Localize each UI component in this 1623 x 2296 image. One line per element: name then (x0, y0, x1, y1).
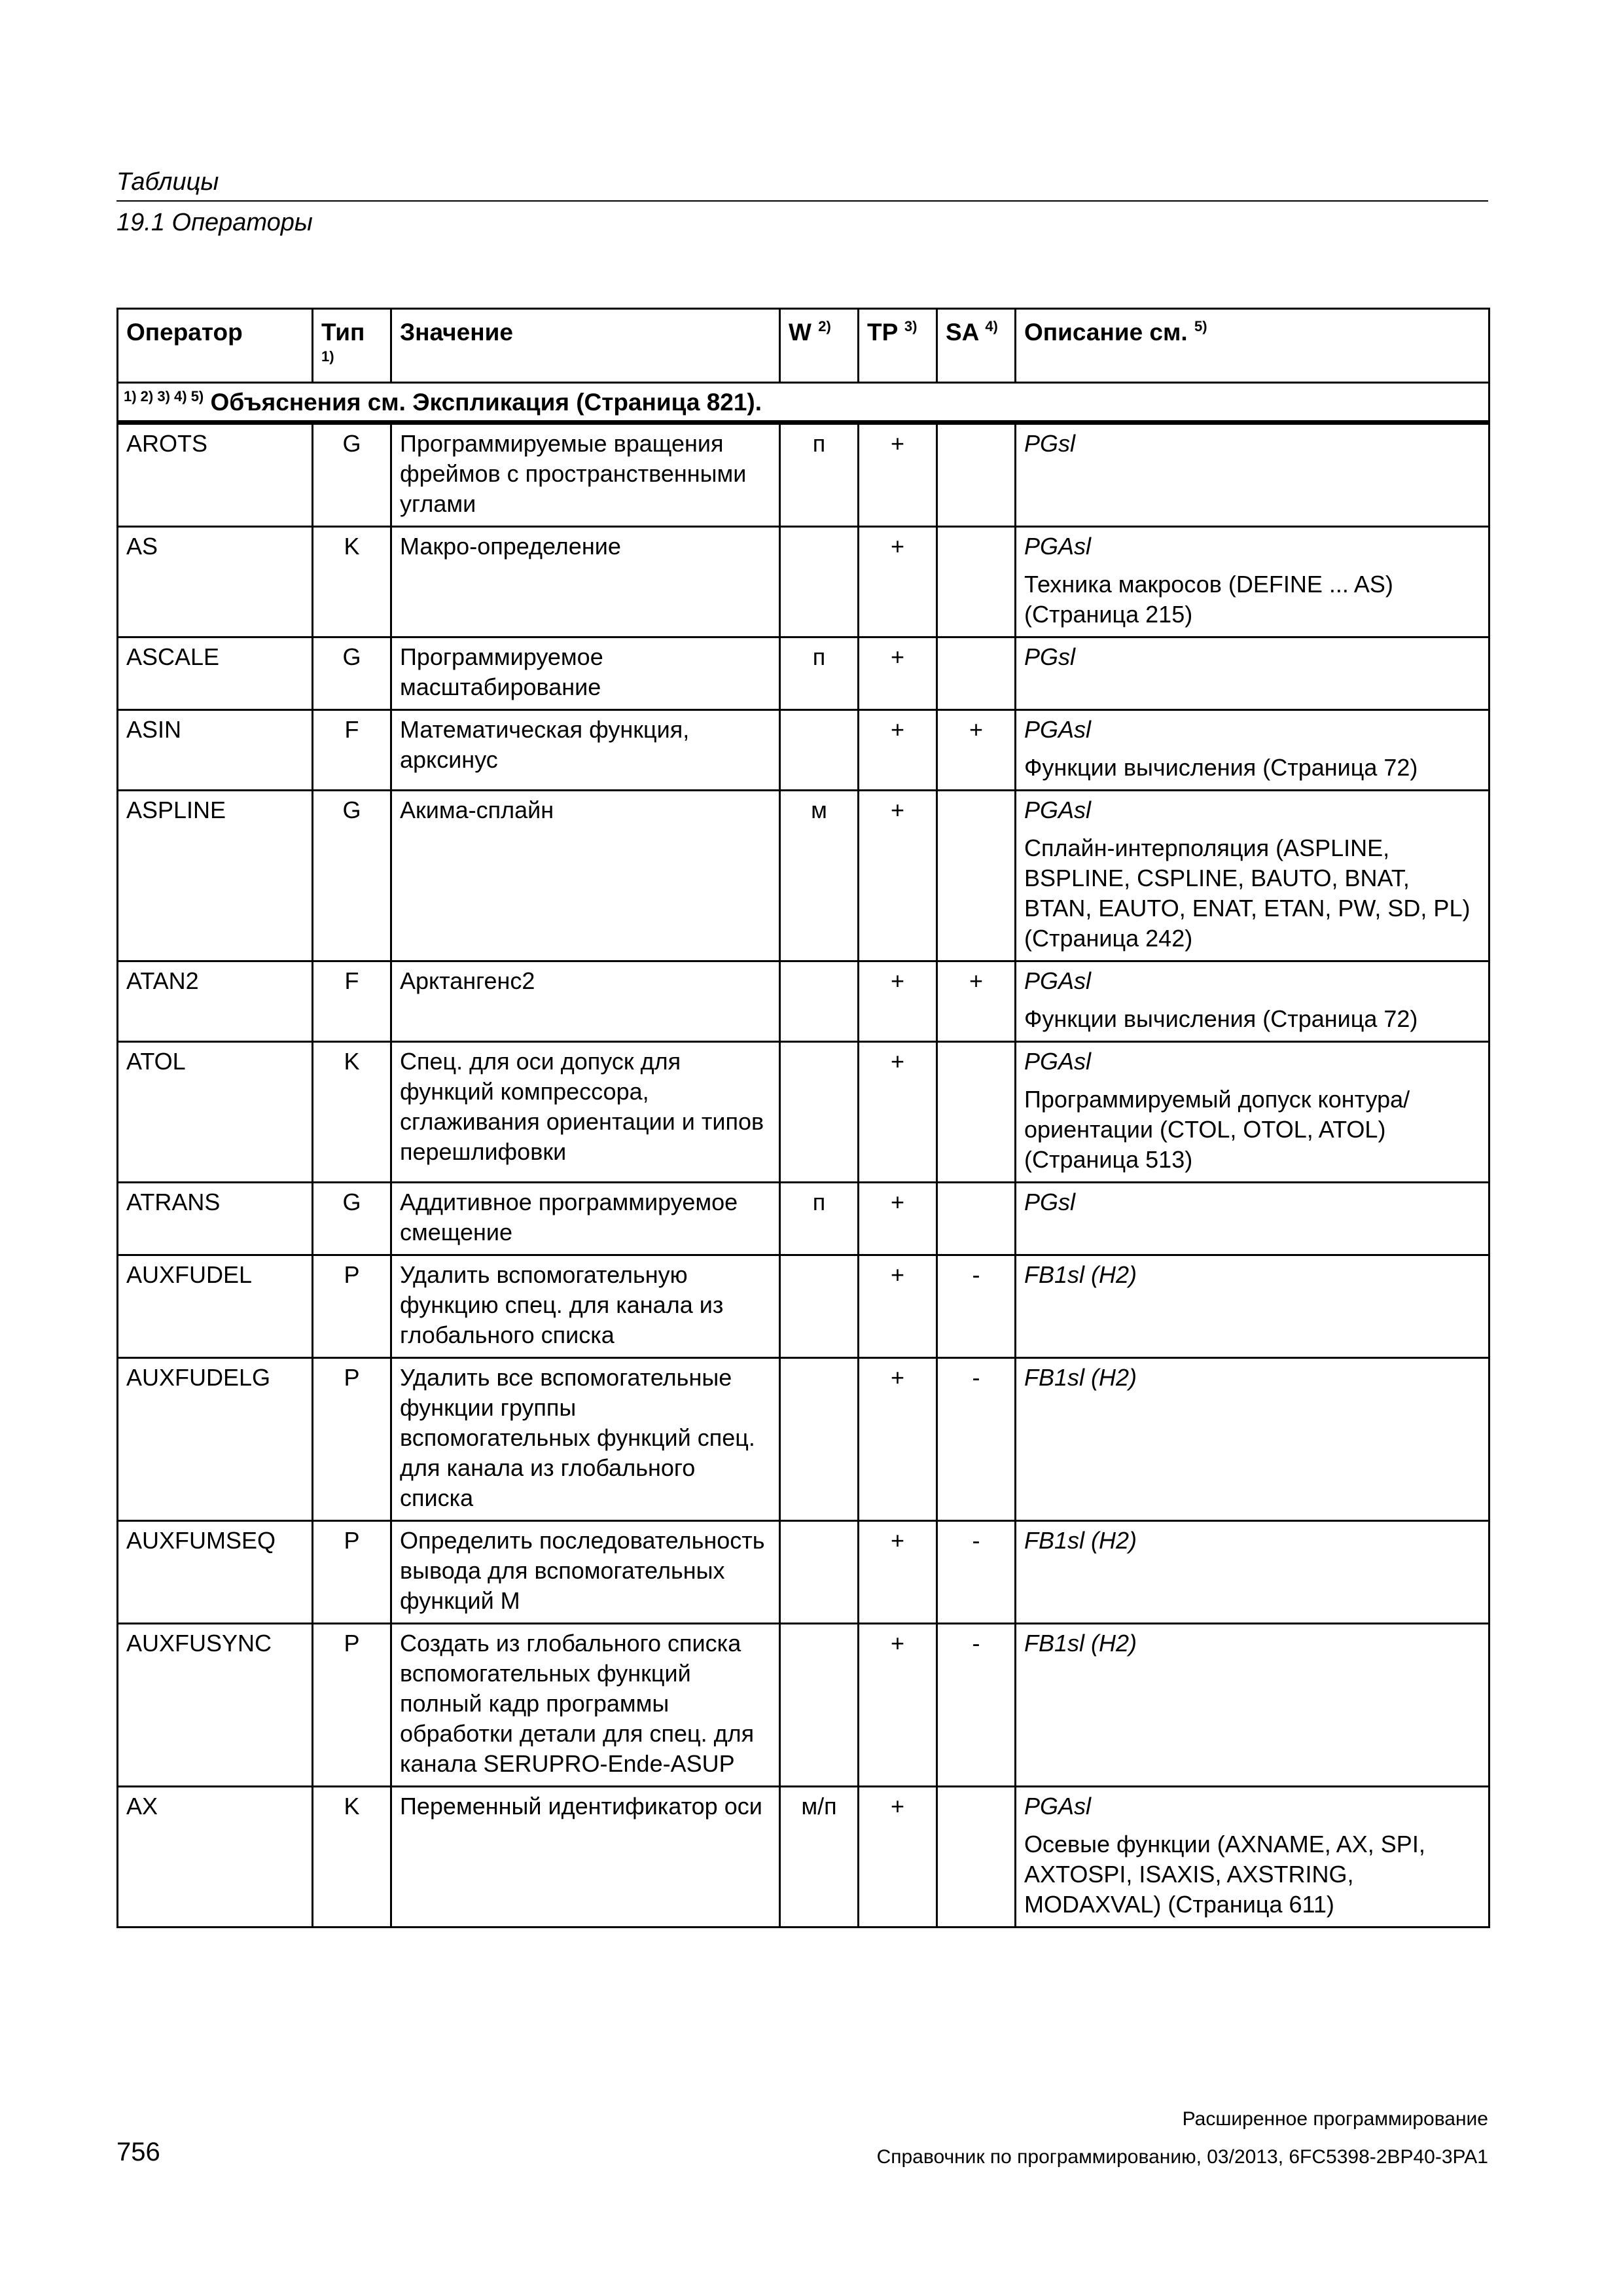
doc-reference: PGAsl (1024, 533, 1092, 560)
table-header-row (118, 309, 1489, 383)
doc-reference: PGsl (1024, 430, 1076, 457)
doc-reference: FB1sl (H2) (1024, 1527, 1137, 1554)
cell-type: G (313, 791, 391, 961)
cell-operator: ASPLINE (118, 791, 313, 961)
section-link[interactable]: Функции вычисления (Страница 72) (1024, 754, 1418, 781)
cell-type: G (313, 1183, 391, 1255)
table-row (118, 710, 1489, 791)
cell-w (780, 710, 859, 791)
cell-operator: AUXFUDELG (118, 1358, 313, 1521)
cell-description (1016, 527, 1489, 637)
section-link[interactable]: Программируемый допуск контура/ориентации (CTOL, OTOL, ATOL) (Страница 513) (1024, 1086, 1410, 1173)
cell-meaning: Переменный идентификатор оси (391, 1787, 780, 1928)
table-row (118, 527, 1489, 637)
table-row (118, 1521, 1489, 1624)
cell-w (780, 961, 859, 1042)
cell-description (1016, 637, 1489, 710)
cell-tp: + (859, 1624, 937, 1787)
cell-type: F (313, 710, 391, 791)
section-link[interactable]: Техника макросов (DEFINE ... AS) (Страница 215) (1024, 571, 1393, 628)
chapter-title: Таблицы (116, 168, 219, 196)
cell-meaning: Акима-сплайн (391, 791, 780, 961)
cell-meaning: Создать из глобального списка вспомогательных функций полный кадр программы обработки детали для спец. для канала SERUPRO-Ende-ASUP (391, 1624, 780, 1787)
cell-w (780, 1042, 859, 1183)
cell-tp: + (859, 637, 937, 710)
table-row (118, 1255, 1489, 1358)
cell-tp: + (859, 1521, 937, 1624)
table-row (118, 961, 1489, 1042)
cell-operator: ATRANS (118, 1183, 313, 1255)
table-row (118, 1358, 1489, 1521)
cell-description (1016, 1183, 1489, 1255)
cell-sa: - (937, 1255, 1016, 1358)
table-note: $^{1) 2) 3) 4) 5)}$ Объяснения см. Экспликация (Страница 821). (118, 383, 1489, 423)
cell-tp: + (859, 1042, 937, 1183)
cell-meaning: Арктангенс2 (391, 961, 780, 1042)
cell-meaning: Программируемое масштабирование (391, 637, 780, 710)
cell-sa (937, 637, 1016, 710)
cell-operator: AS (118, 527, 313, 637)
col-header-tp: TP $^{3)}$ (859, 309, 937, 383)
table-note-row (118, 383, 1489, 423)
cell-operator: AROTS (118, 423, 313, 527)
cell-tp: + (859, 1358, 937, 1521)
cell-type: K (313, 1787, 391, 1928)
cell-meaning: Удалить вспомогательную функцию спец. для канала из глобального списка (391, 1255, 780, 1358)
cell-operator: AUXFUDEL (118, 1255, 313, 1358)
cell-operator: ASIN (118, 710, 313, 791)
cell-type: G (313, 423, 391, 527)
cell-meaning: Программируемые вращения фреймов с пространственными углами (391, 423, 780, 527)
cell-w (780, 1624, 859, 1787)
doc-reference: FB1sl (H2) (1024, 1364, 1137, 1391)
cell-description (1016, 1624, 1489, 1787)
cell-sa (937, 527, 1016, 637)
cell-description (1016, 1255, 1489, 1358)
table-row (118, 1787, 1489, 1928)
cell-sa (937, 1042, 1016, 1183)
cell-tp: + (859, 791, 937, 961)
cell-tp: + (859, 1255, 937, 1358)
cell-w: п (780, 637, 859, 710)
col-header-operator: Оператор (118, 309, 313, 383)
table-row (118, 423, 1489, 527)
cell-sa: + (937, 961, 1016, 1042)
cell-sa (937, 791, 1016, 961)
cell-type: P (313, 1624, 391, 1787)
table-row (118, 1183, 1489, 1255)
col-header-w: W $^{2)}$ (780, 309, 859, 383)
cell-type: P (313, 1358, 391, 1521)
cell-operator: AUXFUMSEQ (118, 1521, 313, 1624)
doc-reference: PGAsl (1024, 1793, 1092, 1820)
cell-tp: + (859, 1787, 937, 1928)
section-link[interactable]: Осевые функции (AXNAME, AX, SPI, AXTOSPI, ISAXIS, AXSTRING, MODAXVAL) (Страница 611) (1024, 1831, 1425, 1918)
cell-tp: + (859, 710, 937, 791)
cell-operator: AUXFUSYNC (118, 1624, 313, 1787)
cell-tp: + (859, 1183, 937, 1255)
footer-title: Расширенное программирование (1182, 2108, 1488, 2130)
col-header-sa: SA $^{4)}$ (937, 309, 1016, 383)
cell-meaning: Математическая функция, арксинус (391, 710, 780, 791)
cell-operator: ATOL (118, 1042, 313, 1183)
doc-reference: PGsl (1024, 1189, 1076, 1215)
cell-w (780, 1521, 859, 1624)
header-rule (116, 200, 1488, 202)
doc-reference: FB1sl (H2) (1024, 1630, 1137, 1657)
col-header-type: Тип $^{1)}$ (313, 309, 391, 383)
table-row (118, 637, 1489, 710)
cell-tp: + (859, 423, 937, 527)
cell-type: P (313, 1255, 391, 1358)
cell-description (1016, 1358, 1489, 1521)
cell-w (780, 527, 859, 637)
cell-w: п (780, 1183, 859, 1255)
cell-tp: + (859, 961, 937, 1042)
cell-meaning: Удалить все вспомогательные функции группы вспомогательных функций спец. для канала из глобального списка (391, 1358, 780, 1521)
cell-sa: - (937, 1624, 1016, 1787)
cell-description (1016, 791, 1489, 961)
cell-sa: - (937, 1521, 1016, 1624)
cell-operator: AX (118, 1787, 313, 1928)
col-header-meaning: Значение (391, 309, 780, 383)
table-row (118, 1624, 1489, 1787)
cell-type: K (313, 1042, 391, 1183)
cell-w: п (780, 423, 859, 527)
cell-tp: + (859, 527, 937, 637)
doc-reference: PGsl (1024, 643, 1076, 670)
doc-reference: PGAsl (1024, 967, 1092, 994)
cell-type: P (313, 1521, 391, 1624)
doc-reference: PGAsl (1024, 1048, 1092, 1075)
cell-sa (937, 423, 1016, 527)
cell-description (1016, 1521, 1489, 1624)
doc-reference: FB1sl (H2) (1024, 1261, 1137, 1288)
cell-description (1016, 710, 1489, 791)
cell-w: м (780, 791, 859, 961)
cell-description (1016, 961, 1489, 1042)
cell-sa: + (937, 710, 1016, 791)
table-row (118, 1042, 1489, 1183)
doc-reference: PGAsl (1024, 716, 1092, 743)
cell-description (1016, 1042, 1489, 1183)
cell-type: K (313, 527, 391, 637)
cell-operator: ASCALE (118, 637, 313, 710)
section-link[interactable]: Функции вычисления (Страница 72) (1024, 1005, 1418, 1032)
cell-w (780, 1358, 859, 1521)
section-title: 19.1 Операторы (116, 209, 313, 236)
section-link[interactable]: Сплайн-интерполяция (ASPLINE, BSPLINE, CSPLINE, BAUTO, BNAT, BTAN, EAUTO, ENAT, ETAN, PW, SD, PL) (Страница 242) (1024, 834, 1471, 952)
operators-table (116, 308, 1490, 1928)
footer-subtitle: Справочник по программированию, 03/2013, 6FC5398-2BP40-3PA1 (876, 2146, 1488, 2168)
cell-meaning: Макро-определение (391, 527, 780, 637)
cell-operator: ATAN2 (118, 961, 313, 1042)
cell-type: F (313, 961, 391, 1042)
doc-reference: PGAsl (1024, 797, 1092, 823)
cell-meaning: Аддитивное программируемое смещение (391, 1183, 780, 1255)
page-number: 756 (116, 2138, 160, 2166)
cell-meaning: Спец. для оси допуск для функций компрессора, сглаживания ориентации и типов перешлифовки (391, 1042, 780, 1183)
cell-sa (937, 1183, 1016, 1255)
cell-description (1016, 1787, 1489, 1928)
cell-sa: - (937, 1358, 1016, 1521)
cell-w: м/п (780, 1787, 859, 1928)
cell-w (780, 1255, 859, 1358)
cell-description (1016, 423, 1489, 527)
table-row (118, 791, 1489, 961)
col-header-description: Описание см. $^{5)}$ (1016, 309, 1489, 383)
cell-sa (937, 1787, 1016, 1928)
cell-meaning: Определить последовательность вывода для вспомогательных функций M (391, 1521, 780, 1624)
cell-type: G (313, 637, 391, 710)
